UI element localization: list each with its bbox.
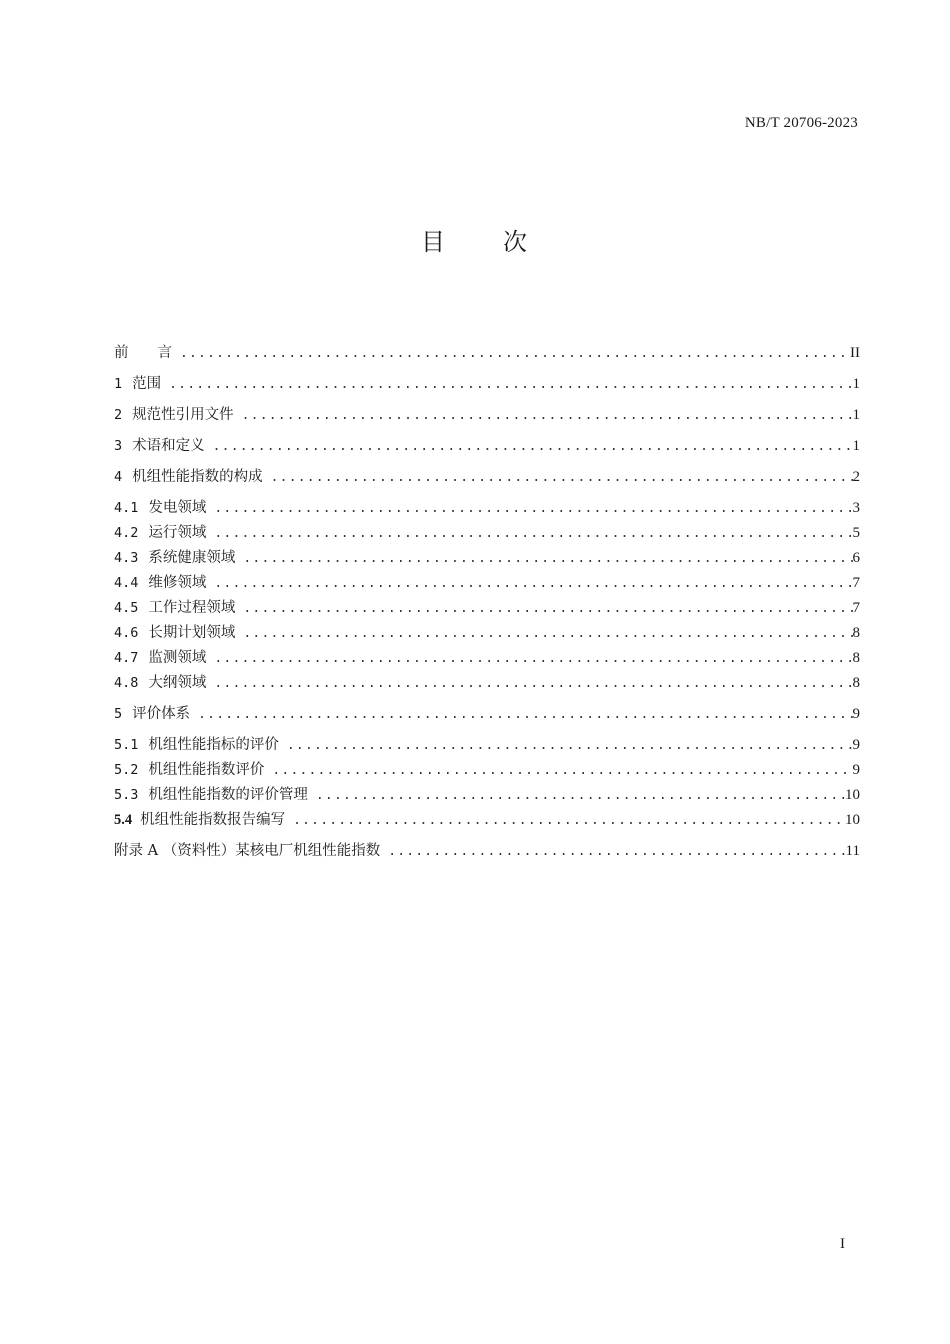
toc-entry-label: 附录 A （资料性）某核电厂机组性能指数	[114, 843, 381, 859]
toc-dot-leader	[210, 524, 852, 544]
toc-entry-page: 9	[852, 762, 860, 778]
toc-entry-4-1[interactable]	[114, 498, 860, 518]
toc-entry-label: 维修领域	[148, 575, 207, 591]
toc-dot-leader	[210, 649, 852, 669]
document-code: NB/T 20706-2023	[744, 115, 858, 131]
toc-entry-label: 系统健康领域	[148, 550, 236, 566]
toc-entry-label: 长期计划领域	[148, 625, 236, 641]
toc-dot-leader	[289, 811, 845, 831]
toc-entry-label: 范围	[132, 376, 162, 392]
toc-entry-number: 4.2	[114, 525, 139, 541]
toc-entry-3[interactable]	[114, 436, 860, 456]
toc-entry-4-4[interactable]	[114, 573, 860, 593]
toc-entry-page: 1	[852, 376, 860, 392]
toc-dot-leader	[384, 842, 845, 862]
toc-dot-leader	[210, 674, 852, 694]
toc-entry-5-3[interactable]	[114, 785, 860, 805]
toc-entry-page: 9	[852, 737, 860, 753]
toc-entry-label: 术语和定义	[132, 438, 205, 454]
toc-entry-number: 5	[114, 706, 123, 722]
toc-dot-leader	[210, 499, 852, 519]
toc-dot-leader	[210, 574, 852, 594]
toc-entry-label: 前 言	[114, 345, 172, 361]
toc-dot-leader	[165, 375, 852, 395]
toc-dot-leader	[238, 406, 853, 426]
toc-dot-leader	[194, 705, 852, 725]
toc-entry-page: 1	[852, 407, 860, 423]
toc-dot-leader	[268, 761, 852, 781]
toc-entry-number: 4.8	[114, 675, 139, 691]
toc-entry-page: 7	[852, 575, 860, 591]
toc-entry-page: 7	[852, 600, 860, 616]
toc-entry-number: 5.2	[114, 762, 139, 778]
toc-entry-label: 机组性能指数的评价管理	[148, 787, 308, 803]
toc-dot-leader	[283, 736, 853, 756]
toc-dot-leader	[239, 599, 852, 619]
toc-entry-number: 5.1	[114, 737, 139, 753]
toc-entry-label: 机组性能指数的构成	[132, 469, 263, 485]
toc-entry-page: 5	[852, 525, 860, 541]
toc-entry-label: 机组性能指标的评价	[148, 737, 279, 753]
toc-entry-label: 监测领域	[148, 650, 207, 666]
toc-entry-page: 8	[852, 625, 860, 641]
toc-entry-number: 5.3	[114, 787, 139, 803]
toc-entry-page: 10	[845, 787, 860, 803]
toc-entry-label: 规范性引用文件	[132, 407, 234, 423]
toc-entry-page: 11	[845, 843, 860, 859]
toc-entry-label: 发电领域	[148, 500, 207, 516]
toc-dot-leader	[312, 786, 845, 806]
toc-entry-4-7[interactable]	[114, 648, 860, 668]
toc-entry-page: II	[850, 345, 860, 361]
page-title-part1: 目	[421, 228, 447, 256]
toc-entry-page: 9	[852, 706, 860, 722]
toc-dot-leader	[239, 624, 852, 644]
toc-dot-leader	[239, 549, 852, 569]
toc-entry-number: 5.4	[114, 812, 133, 828]
toc-entry-4[interactable]	[114, 467, 860, 487]
toc-dot-leader	[267, 468, 853, 488]
toc-entry-number: 1	[114, 376, 123, 392]
toc-dot-leader	[209, 437, 853, 457]
toc-entry-number: 4.6	[114, 625, 139, 641]
toc-dot-leader	[176, 344, 850, 364]
toc-entry-number: 3	[114, 438, 123, 454]
toc-entry-appendix-a[interactable]	[114, 841, 860, 861]
toc-entry-number: 2	[114, 407, 123, 423]
toc-entry-label: 运行领域	[148, 525, 207, 541]
toc-entry-2[interactable]	[114, 405, 860, 425]
toc-entry-page: 3	[852, 500, 860, 516]
toc-entry-5-1[interactable]	[114, 735, 860, 755]
toc-entry-page: 8	[852, 650, 860, 666]
toc-entry-5[interactable]	[114, 704, 860, 724]
toc-entry-page: 2	[852, 469, 860, 485]
toc-entry-number: 4.4	[114, 575, 139, 591]
toc-entry-number: 4.5	[114, 600, 139, 616]
page-title-part2: 次	[503, 228, 529, 256]
toc-entry-page: 10	[845, 812, 860, 828]
page-number: I	[840, 1236, 845, 1252]
toc-entry-number: 4.7	[114, 650, 139, 666]
toc-entry-4-5[interactable]	[114, 598, 860, 618]
toc-entry-page: 8	[852, 675, 860, 691]
toc-entry-1[interactable]	[114, 374, 860, 394]
toc-entry-number: 4	[114, 469, 123, 485]
toc-entry-4-8[interactable]	[114, 673, 860, 693]
toc-entry-label: 评价体系	[132, 706, 191, 722]
toc-entry-page: 1	[852, 438, 860, 454]
toc-entry-label: 大纲领域	[148, 675, 207, 691]
toc-entry-4-6[interactable]	[114, 623, 860, 643]
page-title	[0, 222, 950, 257]
toc-entry-4-3[interactable]	[114, 548, 860, 568]
toc-entry-page: 6	[852, 550, 860, 566]
toc-entry-5-2[interactable]	[114, 760, 860, 780]
toc-entry-label: 工作过程领域	[148, 600, 236, 616]
toc-entry-label: 机组性能指数报告编写	[140, 812, 286, 828]
toc-entry-4-2[interactable]	[114, 523, 860, 543]
toc-entry-foreword[interactable]	[114, 343, 860, 363]
toc-entry-number: 4.1	[114, 500, 139, 516]
toc-entry-5-4[interactable]	[114, 810, 860, 830]
toc-entry-label: 机组性能指数评价	[148, 762, 265, 778]
toc-entry-number: 4.3	[114, 550, 139, 566]
